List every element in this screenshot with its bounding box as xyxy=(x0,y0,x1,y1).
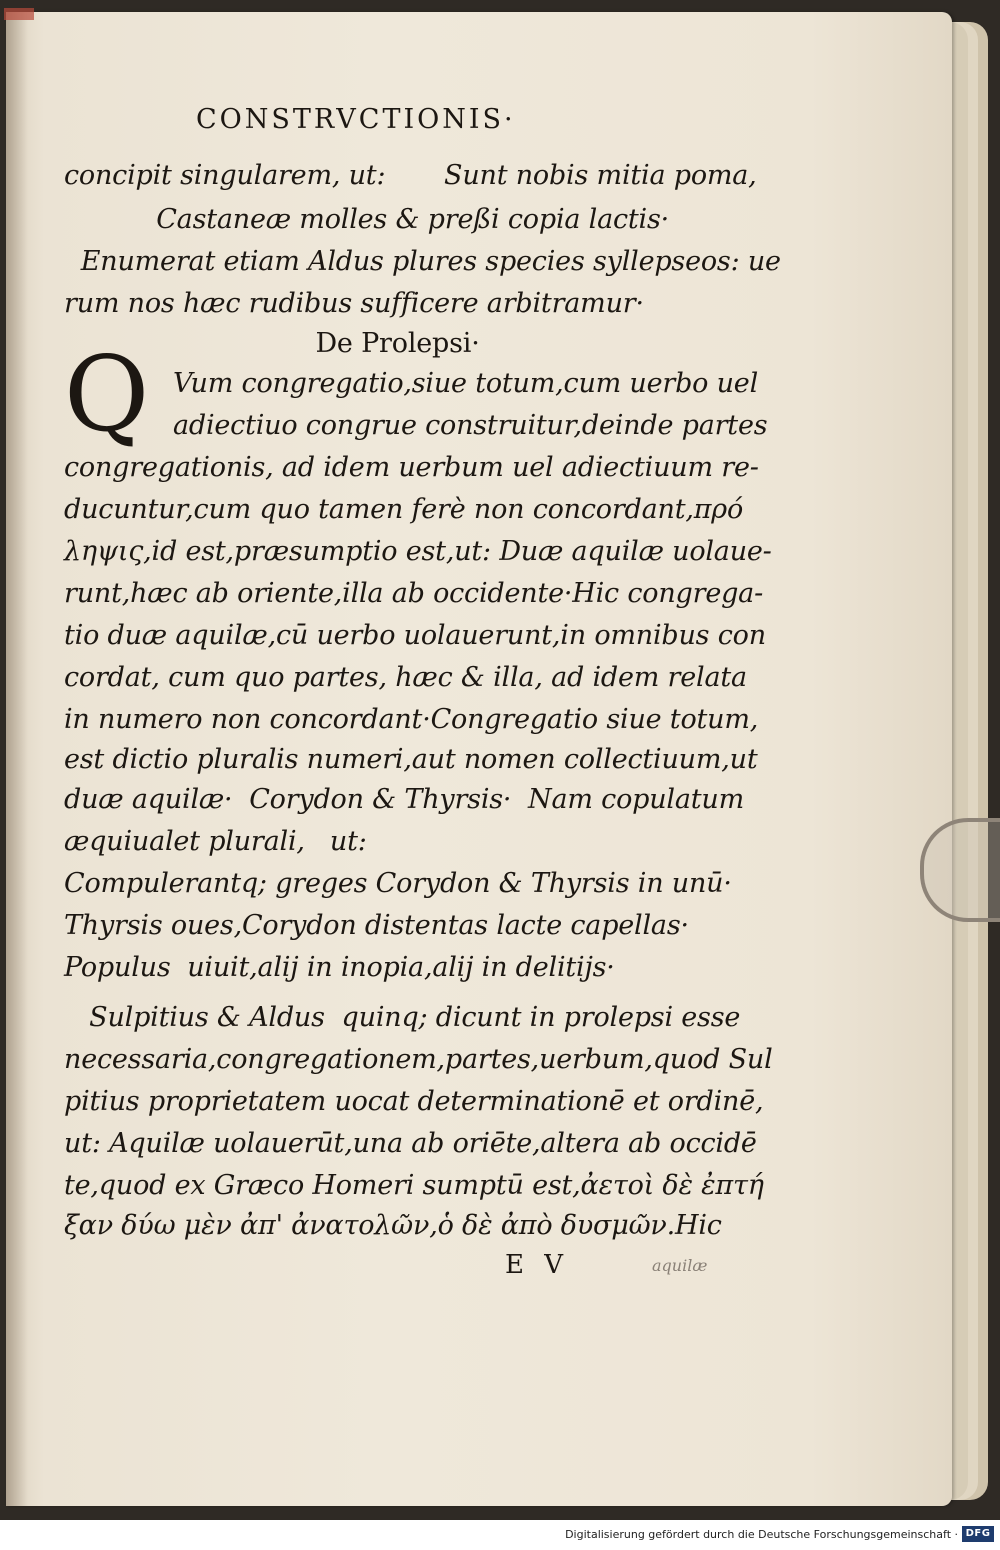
text-line: concipit singularem, ut: Sunt nobis mitia poma, xyxy=(64,160,757,191)
page-clip xyxy=(920,818,1000,922)
funding-credit: Digitalisierung gefördert durch die Deutsche Forschungsgemeinschaft · xyxy=(565,1528,958,1541)
text-line: ληψις,id est,præsumptio est,ut: Duæ aquilæ uolaue- xyxy=(64,536,772,567)
text-line: in numero non concordant·Congregatio siue totum, xyxy=(64,704,759,735)
text-line: runt,hæc ab oriente,illa ab occidente·Hic congrega- xyxy=(64,578,763,609)
text-line: ducuntur,cum quo tamen ferè non concordant,πρό xyxy=(64,494,744,525)
text-line: æquiualet plurali, ut: xyxy=(64,826,367,857)
text-line: Sulpitius & Aldus quinq; dicunt in prolepsi esse xyxy=(64,1002,741,1033)
catchword: aquilæ xyxy=(652,1256,708,1275)
text-line: ξαν δύω μὲν ἀπ' ἀνατολῶν,ὁ δὲ ἀπὸ δυσμῶν.Hic xyxy=(64,1210,722,1241)
text-line: congregationis, ad idem uerbum uel adiectiuum re- xyxy=(64,452,759,483)
verse-line: Compulerantq; greges Corydon & Thyrsis in unū· xyxy=(64,868,732,899)
library-mark xyxy=(4,8,34,20)
gutter-shadow xyxy=(6,12,28,1506)
text-line: duæ aquilæ· Corydon & Thyrsis· Nam copulatum xyxy=(64,784,744,815)
text-line: Castaneæ molles & preßi copia lactis· xyxy=(64,204,670,235)
dfg-logo: DFG xyxy=(962,1526,994,1542)
drop-cap: Q xyxy=(64,333,150,455)
running-head: CONSTRVCTIONIS· xyxy=(196,104,516,135)
text-line: Vum congregatio,siue totum,cum uerbo uel xyxy=(64,368,759,399)
text-line: adiectiuo congrue construitur,deinde partes xyxy=(64,410,768,441)
section-heading: De Prolepsi· xyxy=(64,328,480,359)
text-line: Populus uiuit,alij in inopia,alij in delitijs· xyxy=(64,952,615,983)
text-line: pitius proprietatem uocat determinationē et ordinē, xyxy=(64,1086,764,1117)
text-line: est dictio pluralis numeri,aut nomen collectiuum,ut xyxy=(64,744,758,775)
verse-line: Thyrsis oues,Corydon distentas lacte capellas· xyxy=(64,910,689,941)
text-line: ut: Aquilæ uolauerūt,una ab oriēte,altera ab occidē xyxy=(64,1128,757,1159)
text-line: te,quod ex Græco Homeri sumptū est,ἀετοὶ δὲ ἐπτή xyxy=(64,1170,764,1201)
signature-mark: E V xyxy=(505,1250,570,1280)
text-line: cordat, cum quo partes, hæc & illa, ad idem relata xyxy=(64,662,747,693)
text-line: Enumerat etiam Aldus plures species syllepseos: ue xyxy=(64,246,781,277)
text-line: rum nos hæc rudibus sufficere arbitramur· xyxy=(64,288,644,319)
text-line: tio duæ aquilæ,cū uerbo uolauerunt,in omnibus con xyxy=(64,620,766,651)
text-line: necessaria,congregationem,partes,uerbum,quod Sul xyxy=(64,1044,773,1075)
